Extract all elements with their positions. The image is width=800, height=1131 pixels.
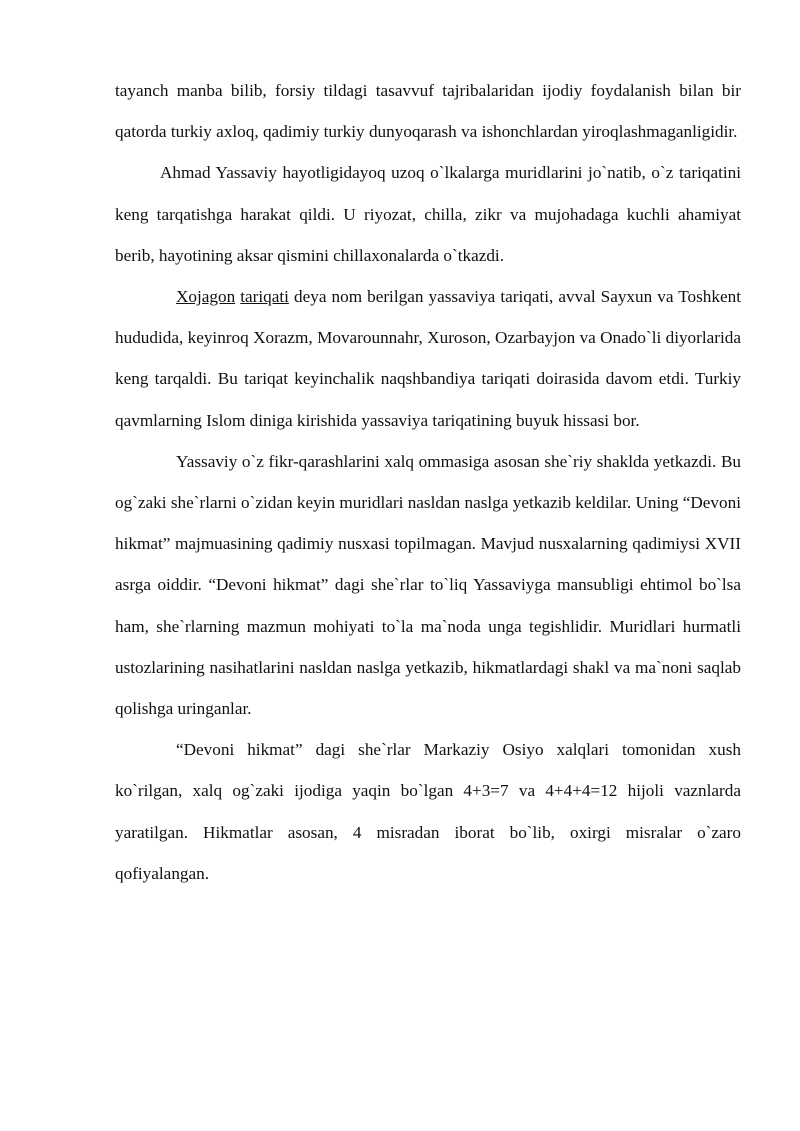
paragraph-3-text: deya nom berilgan yassaviya tariqati, avval Sayxun va Toshkent hududida, keyinroq Xorazm, Movarounnahr, Xuroson, Ozarbayjon va Onado`li diyorlarida keng tarqaldi. Bu tariqat keyinchalik naqshbandiya tariqati doirasida davom etdi. Turkiy qavmlarning Islom diniga kirishida yassaviya tariqatining buyuk hissasi bor. [115, 287, 741, 430]
paragraph-3 [115, 276, 741, 441]
paragraph-5: “Devoni hikmat” dagi she`rlar Markaziy Osiyo xalqlari tomonidan xush ko`rilgan, xalq og`zaki ijodiga yaqin bo`lgan 4+3=7 va 4+4+4=12 hijoli vaznlarda yaratilgan. Hikmatlar asosan, 4 misradan iborat bo`lib, oxirgi misralar o`zaro qofiyalangan. [115, 740, 741, 883]
paragraph-4: Yassaviy o`z fikr-qarashlarini xalq ommasiga asosan she`riy shaklda yetkazdi. Bu og`zaki she`rlarni o`zidan keyin muridlari nasldan naslga yetkazib keldilar. Uning “Devoni hikmat” majmuasining qadimiy nusxasi topilmagan. Mavjud nusxalarning qadimiysi XVII asrga oiddir. “Devoni hikmat” dagi she`rlar to`liq Yassaviyga mansubligi ehtimol bo`lsa ham, she`rlarning mazmun mohiyati to`la ma`noda unga tegishlidir. Muridlari hurmatli ustozlarining nasihatlarini nasldan naslga yetkazib, hikmatlardagi shakl va ma`noni saqlab qolishga uringanlar. [115, 451, 741, 719]
link-tariqati[interactable]: tariqati [240, 287, 289, 307]
paragraph-2: Ahmad Yassaviy hayotligidayoq uzoq o`lkalarga muridlarini jo`natib, o`z tariqatini keng tarqatishga harakat qildi. U riyozat, chilla, zikr va mujohadaga kuchli ahamiyat berib, hayotining aksar qismini chillaxonalarda o`tkazdi. [115, 163, 741, 265]
paragraph-1: tayanch manba bilib, forsiy tildagi tasavvuf tajribalaridan ijodiy foydalanish bilan bir qatorda turkiy axloq, qadimiy turkiy dunyoqarash va ishonchlardan yiroqlashmaganligidir. [115, 81, 741, 142]
link-xojagon[interactable]: Xojagon [176, 287, 236, 307]
